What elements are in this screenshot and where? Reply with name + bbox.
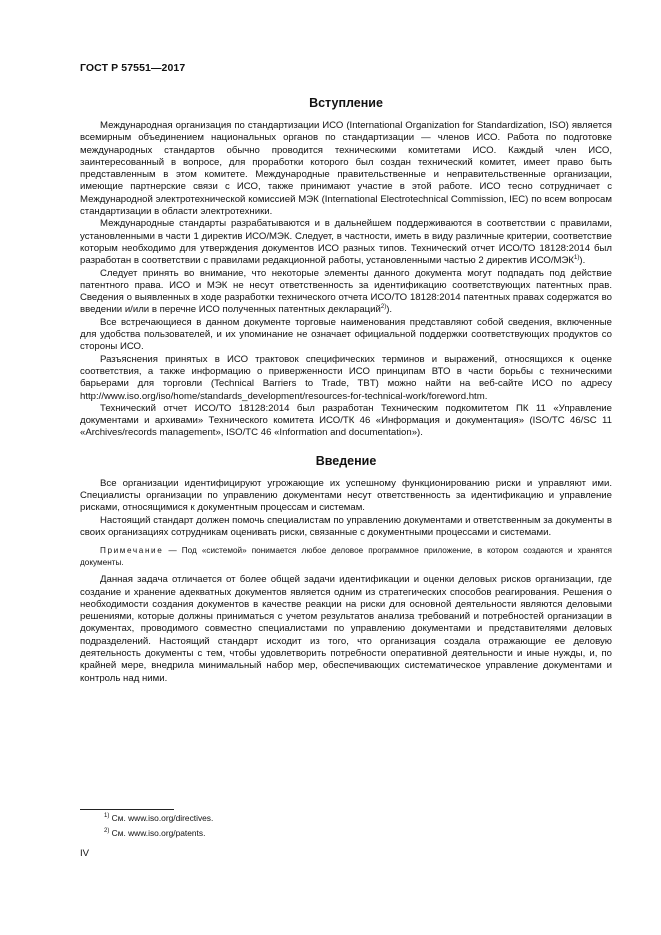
main-content [80,96,612,685]
section-title-introduction: Введение [315,453,377,468]
foreword-paragraph-2 [80,218,612,267]
section-title-foreword: Вступление [309,96,383,110]
footnote-2-mark: 2) [104,828,110,835]
footnote-2-text: См. www.iso.org/patents. [109,828,206,838]
foreword-paragraph-5: Разъяснения принятых в ИСО трактовок специфических терминов и выражений, относящихся к оценке соответствия, а также информацию о приверженности ИСО принципам ВТО в части борьбы с техническими барьерами для торговли (Technical Barriers to Trade, TBT) можно найти на веб-сайте ИСО по адресу http://www.iso.org/iso/home/standards_development/resources-for-technical-work/foreword.htm. [80,353,612,402]
foreword-paragraph-4: Все встречающиеся в данном документе торговые наименования представляют собой сведения, включенные для удобства пользователей, и их упоминание не означает официальной поддержки соответствующих продуктов со стороны ИСО. [80,316,612,353]
footnote-divider [80,809,174,810]
footnote-2 [104,828,205,838]
note-text: — Под «системой» понимается любое деловое программное приложение, в котором создаются и хранятся документы. [80,546,612,567]
foreword-paragraph-6: Технический отчет ИСО/ТО 18128:2014 был разработан Техническим подкомитетом ПК 11 «Управление документами и архивами» Технического комитета ИСО/ТК 46 «Информация и документация» (ISO/TC 46/SC 11 «Archives/records management», ISO/TC 46 «Information and documentation»). [80,402,612,439]
foreword-paragraph-3-end: ). [386,304,393,316]
page-number: IV [80,848,90,859]
intro-paragraph-3: Данная задача отличается от более общей задачи идентификации и оценки деловых рисков организации, где создание и хранение адекватных документов является одним из стратегических способов реагирования. Решения о необходимости создания документов в качестве реакции на риски для основной деятельности являются деловыми решениями, которые должны приниматься с учетом результатов анализа требований и потребностей организации в документах, проводимого совместно специалистами по управлению документами и представителями деловых подразделений. Настоящий стандарт исходит из того, что организация создала отражающие ее деловую деятельность документы с тем, чтобы удовлетворить потребности оперативной деятельности и иные нужды, и, по крайней мере, внедрила минимальный набор мер, обеспечивающих систематическое управление документами и контроль над ними. [80,574,612,684]
note-label: Примечание [100,546,164,556]
footnote-ref-1: 1) [574,255,580,262]
document-code: ГОСТ Р 57551—2017 [80,62,186,74]
foreword-paragraph-3-text: Следует принять во внимание, что некоторые элементы данного документа могут подпадать под действие патентного права. ИСО и МЭК не несут ответственность за идентификацию соответствующих патентных прав. Сведения о выявленных в ходе разработки технического отчета ИСО/ТО 18128:2014 патентных правах содержатся во введении и/или в перечне ИСО полученных патентных деклараций [80,267,612,316]
foreword-paragraph-1: Международная организация по стандартизации ИСО (International Organization for Standardization, ISO) является всемирным объединением национальных органов по стандартизации — членов ИСО. Работа по подготовке международных стандартов обычно проводится техническими комитетами ИСО. Каждый член ИСО, заинтересованный в вопросе, для проработки которого был создан технический комитет, имеет право быть представленным в этом комитете. Международные правительственные и неправительственные организации, имеющие партнерские связи с ИСО, также принимают участие в этой работе. ИСО тесно сотрудничает с Международной электротехнической комиссией МЭК (International Electrotechnical Commission, IEC) по всем вопросам стандартизации в области электротехники. [80,120,612,218]
footnote-1-text: См. www.iso.org/directives. [109,813,214,823]
intro-note [80,545,612,568]
foreword-paragraph-2-text: Международные стандарты разрабатываются и в дальнейшем поддерживаются в соответствии с правилами, установленными в части 1 директив ИСО/МЭК. Следует, в частности, иметь в виду различные критерии, соответствие которым необходимо для утверждения документов ИСО разных типов. Технический отчет ИСО/ТО 18128:2014 был разработан в соответствии с правилами редакционной работы, установленными частью 2 директив ИСО/МЭК [80,218,612,267]
footnote-1-mark: 1) [104,813,110,820]
footnote-ref-2: 2) [380,304,387,311]
foreword-paragraph-3 [80,268,612,317]
footnote-1 [104,813,213,823]
foreword-paragraph-2-end: ). [579,255,586,267]
intro-paragraph-2: Настоящий стандарт должен помочь специалистам по управлению документами и ответственным за документы в своих организациях сотрудникам оценивать риски, связанные с документными процессами и системами. [80,514,612,538]
intro-paragraph-1: Все организации идентифицируют угрожающие их успешному функционированию риски и управляют ими. Специалисты организации по управлению документами несут ответственность за идентификацию и управление рисками, относящимися к документным процессам и системам. [80,477,612,514]
